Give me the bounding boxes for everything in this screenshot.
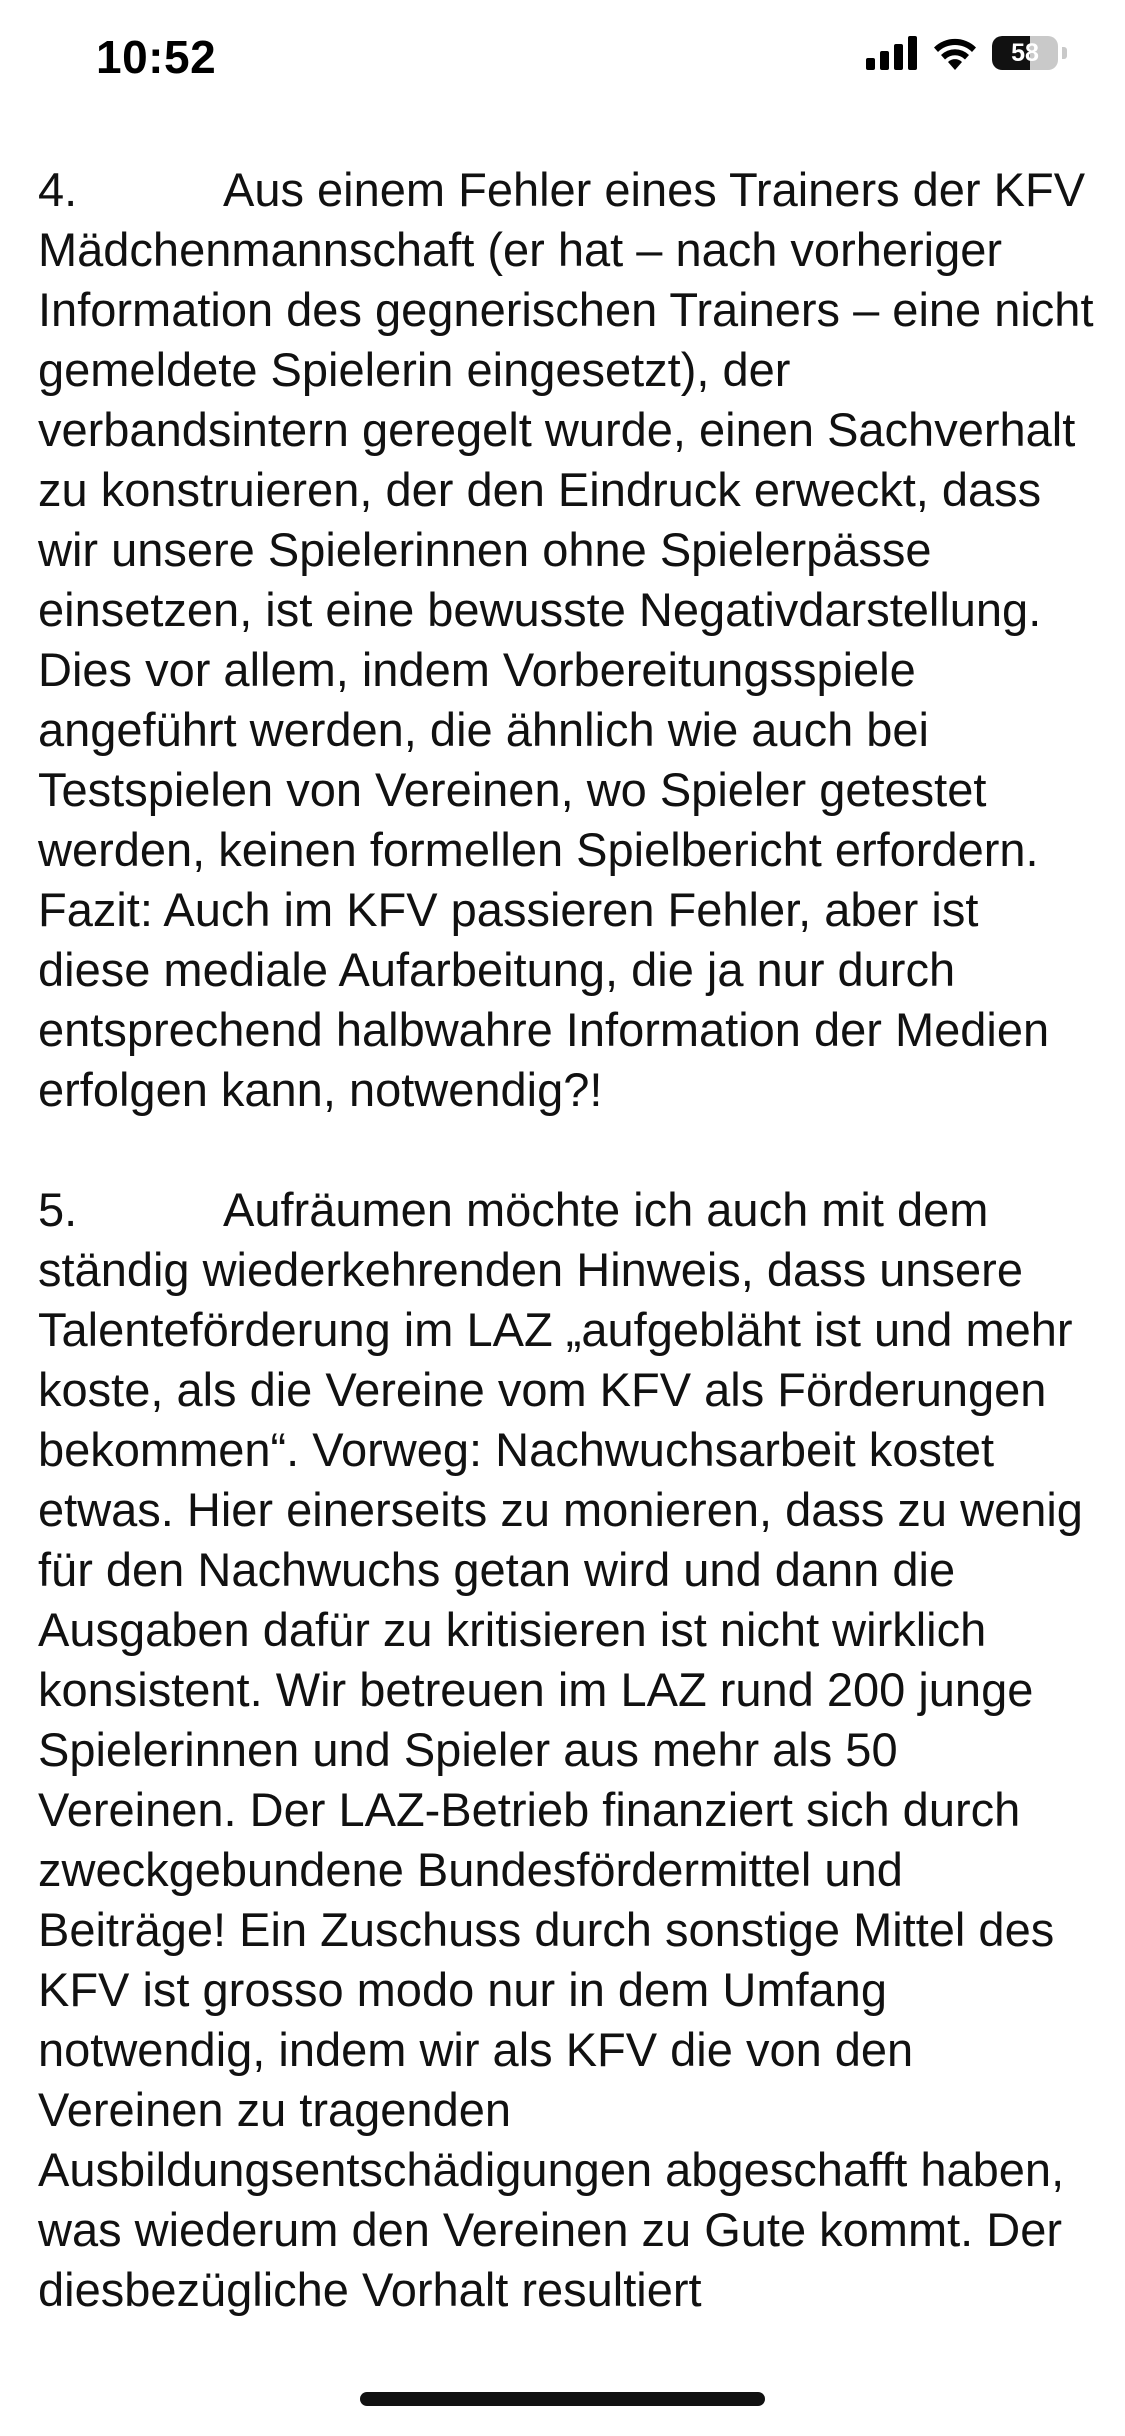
- paragraph-text: Aus einem Fehler eines Trainers der KFV Mädchenmannschaft (er hat – nach vorheriger Information des gegnerischen Trainers – eine nicht gemeldete Spielerin eingesetzt), der verbandsintern geregelt wurde, einen Sachverhalt zu konstruieren, der den Eindruck erweckt, dass wir unsere Spielerinnen ohne Spielerpässe einsetzen, ist eine bewusste Negativdarstellung. Dies vor allem, indem Vorbereitungsspiele angeführt werden, die ähnlich wie auch bei Testspielen von Vereinen, wo Spieler getestet werden, keinen formellen Spielbericht erfordern. Fazit: Auch im KFV passieren Fehler, aber ist diese mediale Aufarbeitung, die ja nur durch entsprechend halbwahre Information der Medien erfolgen kann, notwendig?!: [38, 163, 1094, 1116]
- paragraph-text: Aufräumen möchte ich auch mit dem ständig wiederkehrenden Hinweis, dass unsere Talenteförderung im LAZ „aufgebläht ist und mehr koste, als die Vereine vom KFV als Förderungen bekommen“. Vorweg: Nachwuchsarbeit kostet etwas. Hier einerseits zu monieren, dass zu wenig für den Nachwuchs getan wird und dann die Ausgaben dafür zu kritisieren ist nicht wirklich konsistent. Wir betreuen im LAZ rund 200 junge Spielerinnen und Spieler aus mehr als 50 Vereinen. Der LAZ-Betrieb finanziert sich durch zweckgebundene Bundesfördermittel und Beiträge! Ein Zuschuss durch sonstige Mittel des KFV ist grosso modo nur in dem Umfang notwendig, indem wir als KFV die von den Vereinen zu tragenden Ausbildungsentschädigungen abgeschafft haben, was wiederum den Vereinen zu Gute kommt. Der diesbezügliche Vorhalt resultiert: [38, 1183, 1083, 2316]
- status-time: 10:52: [96, 31, 217, 83]
- paragraph-4: [38, 160, 1098, 1120]
- document-body: [38, 160, 1098, 2380]
- signal-icon: [866, 36, 918, 70]
- status-bar: [0, 0, 1125, 130]
- paragraph-5: [38, 1180, 1098, 2320]
- wifi-icon: [932, 36, 978, 70]
- paragraph-number: 5.: [38, 1183, 78, 1236]
- battery-cap: [1062, 47, 1067, 59]
- status-icons: [866, 36, 1067, 70]
- paragraph-number: 4.: [38, 163, 78, 216]
- battery-icon: [992, 36, 1058, 70]
- battery-level: 58: [1011, 39, 1039, 67]
- home-indicator[interactable]: [360, 2392, 765, 2406]
